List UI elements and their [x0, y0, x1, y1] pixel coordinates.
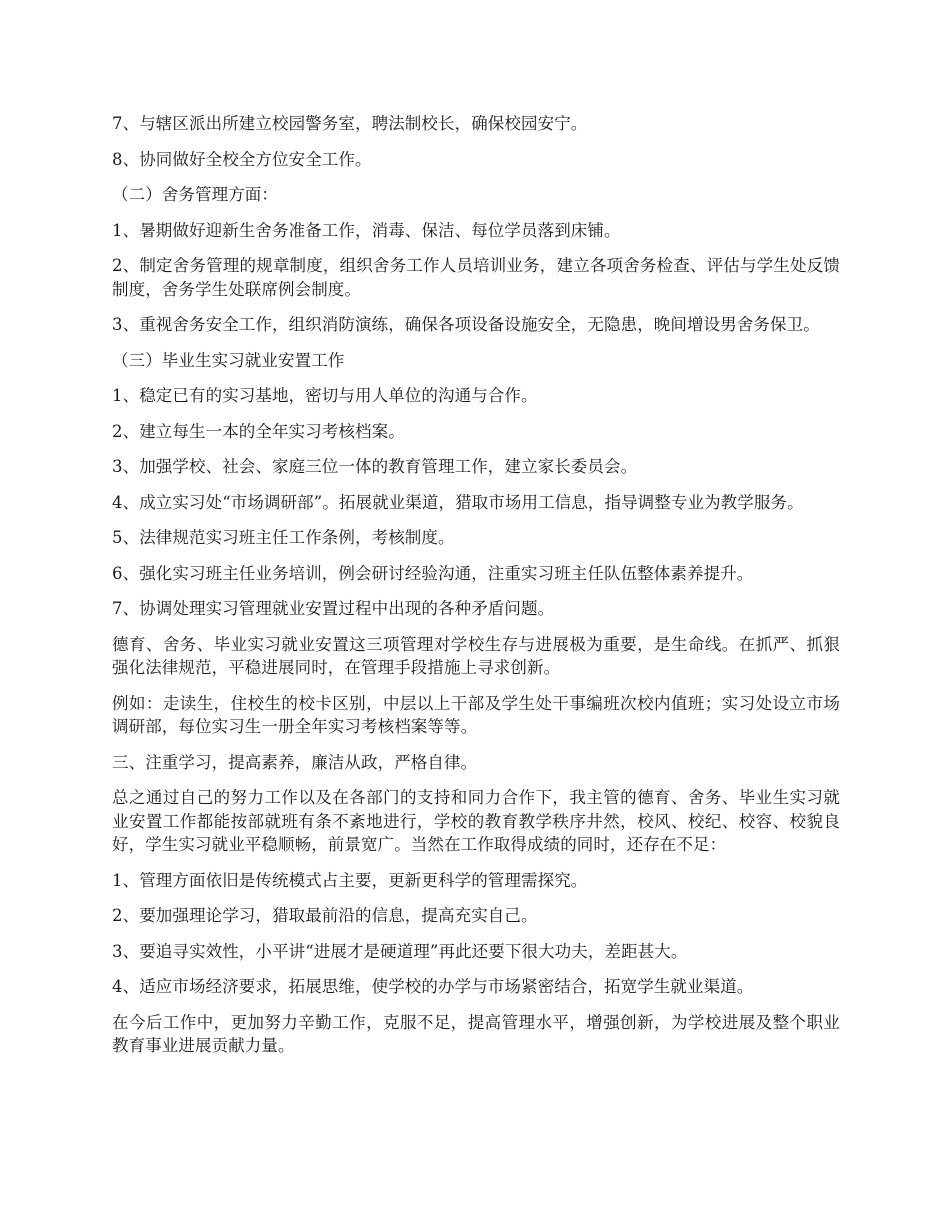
paragraph: 8、协同做好全校全方位安全工作。: [112, 149, 372, 169]
paragraph: 6、强化实习班主任业务培训，例会研讨经验沟通，注重实习班主任队伍整体素养提升。: [112, 563, 754, 583]
paragraph: 总之通过自己的努力工作以及在各部门的支持和同力合作下，我主管的德育、舍务、毕业生实习就业安置工作都能按部就班有条不紊地进行，学校的教育教学秩序井然，校风、校纪、校容、校貌良好，学生实习就业平稳顺畅，前景宽广。当然在工作取得成绩的同时，还存在不足：: [112, 788, 840, 854]
paragraph: 例如：走读生，住校生的校卡区别，中层以上干部及学生处干事编班次校内值班；实习处设立市场调研部，每位实习生一册全年实习考核档案等等。: [112, 693, 840, 736]
paragraph: 在今后工作中，更加努力辛勤工作，克服不足，提高管理水平，增强创新，为学校进展及整个职业教育事业进展贡献力量。: [112, 1012, 840, 1055]
paragraph: 德育、舍务、毕业实习就业安置这三项管理对学校生存与进展极为重要，是生命线。在抓严、抓狠强化法律规范，平稳进展同时，在管理手段措施上寻求创新。: [112, 634, 840, 677]
paragraph: 3、加强学校、社会、家庭三位一体的教育管理工作，建立家长委员会。: [112, 457, 638, 476]
paragraph: 1、稳定已有的实习基地，密切与用人单位的沟通与合作。: [112, 386, 538, 405]
paragraph: 1、暑期做好迎新生舍务准备工作，消毒、保洁、每位学员落到床铺。: [112, 220, 621, 240]
paragraph: 1、管理方面依旧是传统模式占主要，更新更科学的管理需探究。: [112, 870, 588, 890]
paragraph: 3、重视舍务安全工作，组织消防演练，确保各项设备设施安全，无隐患，晚间增设男舍务保卫。: [112, 315, 820, 334]
section-heading: （二）舍务管理方面：: [112, 185, 278, 204]
paragraph: 2、要加强理论学习，猎取最前沿的信息，提高充实自己。: [112, 906, 538, 925]
section-heading: 三、注重学习，提高素养，廉洁从政，严格自律。: [112, 752, 478, 772]
document-page: [112, 112, 840, 1070]
paragraph: 5、法律规范实习班主任工作条例，考核制度。: [112, 528, 455, 547]
paragraph: 7、协调处理实习管理就业安置过程中出现的各种矛盾问题。: [112, 599, 555, 618]
paragraph: 4、成立实习处“市场调研部”。拓展就业渠道，猎取市场用工信息，指导调整专业为教学服务。: [112, 492, 804, 512]
paragraph: 2、建立每生一本的全年实习考核档案。: [112, 421, 405, 441]
paragraph: 2、制定舍务管理的规章制度，组织舍务工作人员培训业务，建立各项舍务检查、评估与学生处反馈制度，舍务学生处联席例会制度。: [112, 256, 840, 299]
paragraph: 3、要追寻实效性，小平讲“进展才是硬道理”再此还要下很大功夫，差距甚大。: [112, 941, 688, 961]
paragraph: 7、与辖区派出所建立校园警务室，聘法制校长，确保校园安宁。: [112, 114, 588, 133]
paragraph: 4、适应市场经济要求，拓展思维，使学校的办学与市场紧密结合，拓宽学生就业渠道。: [112, 977, 754, 996]
section-heading: （三）毕业生实习就业安置工作: [112, 350, 345, 370]
